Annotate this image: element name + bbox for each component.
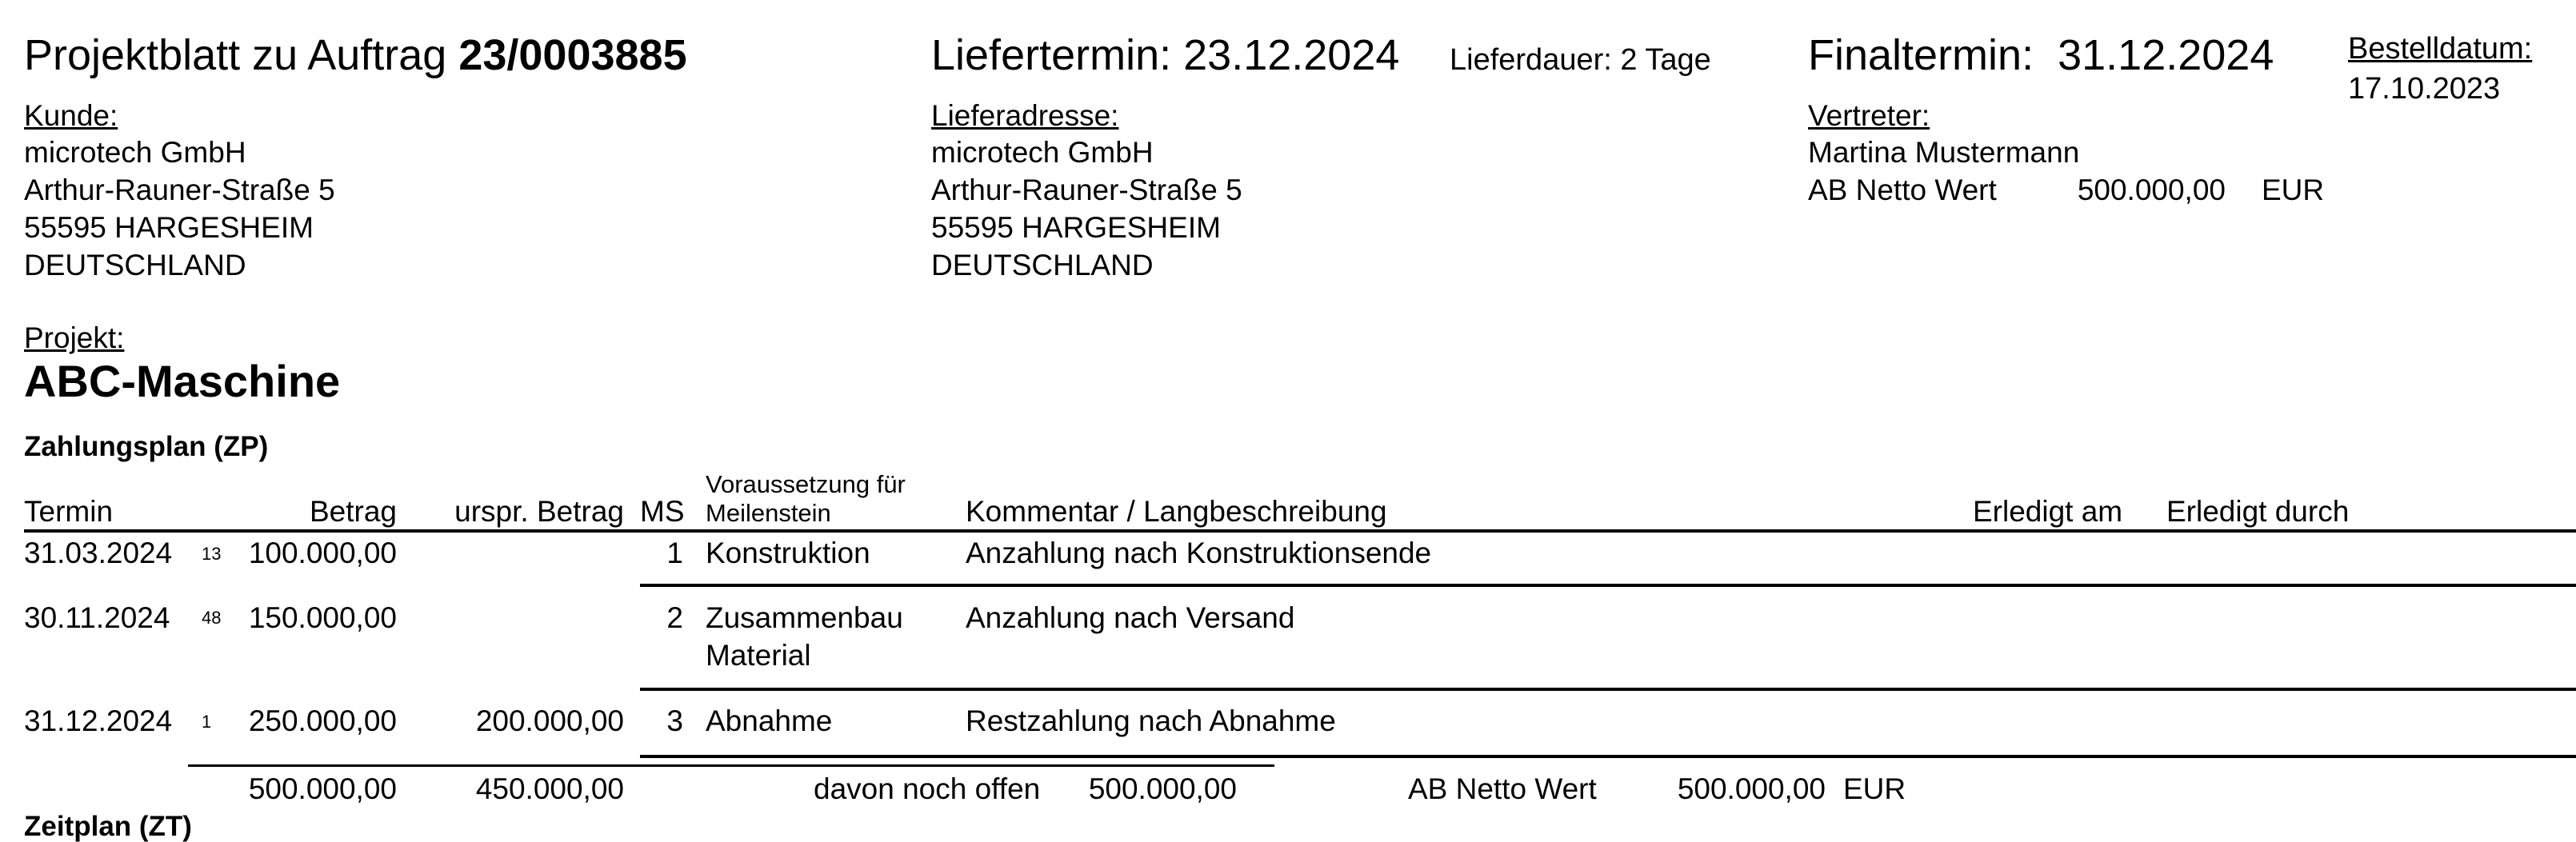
- net-value-label: AB Netto Wert: [1808, 174, 1997, 206]
- row-rule: [640, 688, 2576, 691]
- col-voraussetzung-line2: Meilenstein: [706, 499, 831, 527]
- row-betrag: 250.000,00: [248, 704, 397, 737]
- delivery-address-line: microtech GmbH: [931, 136, 1154, 169]
- col-voraussetzung-line1: Voraussetzung für: [706, 470, 906, 498]
- final-date: 31.12.2024: [2058, 31, 2274, 79]
- customer-line: 55595 HARGESHEIM: [24, 211, 314, 244]
- delivery-duration: Lieferdauer: 2 Tage: [1450, 43, 1711, 77]
- delivery-address-line: DEUTSCHLAND: [931, 249, 1154, 281]
- row-ms: 2: [666, 601, 683, 634]
- project-name: ABC-Maschine: [24, 356, 341, 406]
- row-comment: Restzahlung nach Abnahme: [966, 704, 1336, 737]
- order-number: 23/0003885: [458, 31, 687, 79]
- open-amount-label: davon noch offen: [814, 772, 1041, 805]
- col-betrag: Betrag: [309, 495, 397, 528]
- delivery-date: 23.12.2024: [1183, 31, 1400, 79]
- row-tag: 48: [202, 608, 222, 628]
- total-urspr-betrag: 450.000,00: [475, 772, 624, 805]
- delivery-address-line: 55595 HARGESHEIM: [931, 211, 1221, 244]
- row-comment: Anzahlung nach Versand: [966, 601, 1295, 634]
- row-comment: Anzahlung nach Konstruktionsende: [966, 537, 1432, 569]
- net-value: 500.000,00: [2077, 174, 2226, 206]
- final-date-block: [1808, 31, 2274, 79]
- title-prefix: Projektblatt zu Auftrag: [24, 31, 447, 79]
- representative-name: Martina Mustermann: [1808, 136, 2080, 169]
- row-tag: 13: [202, 544, 222, 564]
- row-termin: 31.12.2024: [24, 704, 173, 737]
- col-erledigt-am: Erledigt am: [1973, 495, 2123, 528]
- row-milestone: Abnahme: [706, 704, 833, 737]
- col-urspr-betrag: urspr. Betrag: [454, 495, 624, 528]
- open-amount-value: 500.000,00: [1088, 772, 1237, 805]
- delivery-date-block: [931, 31, 1400, 79]
- totals-net-label: AB Netto Wert: [1408, 772, 1597, 805]
- customer-label: Kunde:: [24, 99, 118, 132]
- totals-rule: [188, 764, 1274, 767]
- row-betrag: 100.000,00: [248, 537, 397, 569]
- col-ms: MS: [640, 495, 685, 528]
- row-betrag: 150.000,00: [248, 601, 397, 634]
- row-rule: [640, 755, 2576, 758]
- row-ms: 3: [666, 704, 683, 737]
- delivery-address-label: Lieferadresse:: [931, 99, 1119, 132]
- customer-line: microtech GmbH: [24, 136, 246, 169]
- payment-plan-title: Zahlungsplan (ZP): [24, 431, 269, 462]
- final-label: Finaltermin:: [1808, 31, 2034, 79]
- net-value-currency: EUR: [2262, 174, 2325, 206]
- row-rule: [640, 584, 2576, 587]
- row-urspr-betrag: 200.000,00: [475, 704, 624, 737]
- totals-net-value: 500.000,00: [1677, 772, 1826, 805]
- row-termin: 31.03.2024: [24, 537, 173, 569]
- table-header-rule: [24, 529, 2576, 533]
- customer-line: Arthur-Rauner-Straße 5: [24, 174, 335, 206]
- representative-label: Vertreter:: [1808, 99, 1930, 132]
- row-milestone: Material: [706, 639, 811, 672]
- order-date: 17.10.2023: [2348, 72, 2501, 106]
- document-title: [24, 31, 687, 79]
- customer-line: DEUTSCHLAND: [24, 249, 246, 281]
- col-erledigt-durch: Erledigt durch: [2166, 495, 2350, 528]
- row-tag: 1: [202, 712, 212, 732]
- totals-net-currency: EUR: [1843, 772, 1906, 805]
- row-ms: 1: [666, 537, 683, 569]
- row-termin: 30.11.2024: [24, 601, 170, 634]
- col-termin: Termin: [24, 495, 114, 528]
- time-plan-title: Zeitplan (ZT): [24, 811, 192, 842]
- delivery-address-line: Arthur-Rauner-Straße 5: [931, 174, 1242, 206]
- row-milestone: Konstruktion: [706, 537, 870, 569]
- total-betrag: 500.000,00: [248, 772, 397, 805]
- project-label: Projekt:: [24, 321, 125, 354]
- order-date-label: Bestelldatum:: [2348, 32, 2533, 66]
- col-kommentar: Kommentar / Langbeschreibung: [966, 495, 1387, 528]
- row-milestone: Zusammenbau: [706, 601, 903, 634]
- delivery-label: Liefertermin:: [931, 31, 1172, 79]
